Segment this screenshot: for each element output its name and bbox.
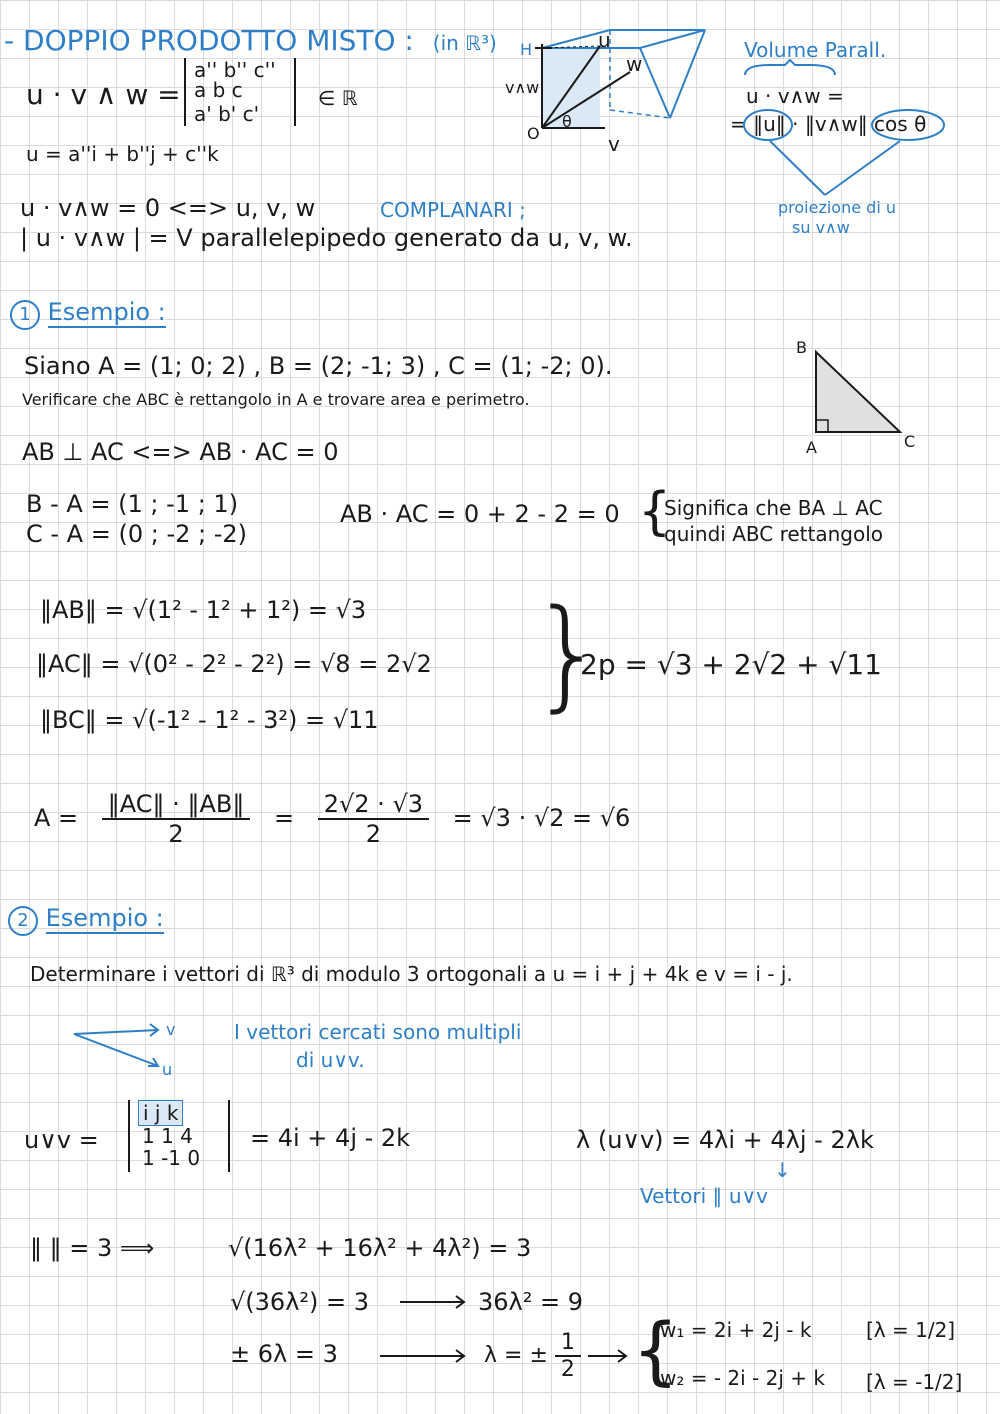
vector-ba: B - A = (1 ; -1 ; 1) — [26, 490, 239, 518]
example2-number: 2 — [8, 906, 38, 936]
diagram-label-theta: θ — [562, 112, 572, 131]
triangle-label-c: C — [904, 432, 916, 451]
perimeter-brace: } — [530, 585, 607, 724]
solution-w1: w₁ = 2i + 2j - k — [660, 1318, 812, 1342]
step-2-arrow — [400, 1296, 470, 1308]
solution-arrow — [588, 1350, 632, 1362]
step-2b: 36λ² = 9 — [478, 1288, 583, 1316]
projection-label-1: proiezione di u — [778, 198, 896, 217]
parallel-note: Vettori ∥ u∨v — [640, 1184, 768, 1208]
det-row-3: a' b' c' — [194, 102, 260, 126]
example1-statement-2: Verificare che ABC è rettangolo in A e trovare area e perimetro. — [22, 390, 530, 409]
meaning-line-1: Significa che BA ⊥ AC — [664, 496, 883, 520]
example2-heading — [8, 904, 164, 936]
example1-number: 1 — [10, 300, 40, 330]
diagram-label-h: H — [520, 40, 533, 59]
cross-det-row-3: 1 -1 0 — [142, 1146, 201, 1170]
area-formula: A = $\frac{‖AC‖ \cdot ‖AB‖}{2}$ = $\frac{2√2 \cdot √3}{2}$ = √3 · √2 = √6 — [34, 790, 631, 848]
norm-condition: ‖ ‖ = 3 ⟹ — [30, 1234, 155, 1262]
right-triangle — [800, 340, 920, 440]
diagram-label-u: u — [598, 28, 611, 52]
cross-det-row-1: i j k — [138, 1100, 183, 1126]
area-fraction-2: $\frac{2√2 \cdot √3}{2}$ — [318, 790, 429, 848]
arrow-label-v: v — [166, 1020, 176, 1039]
meaning-line-2: quindi ABC rettangolo — [664, 522, 884, 546]
norm-sqrt: √(16λ² + 16λ² + 4λ²) = 3 — [228, 1234, 532, 1262]
solution-brace: { — [632, 1308, 680, 1394]
u-definition: u = a''i + b''j + c''k — [26, 142, 219, 166]
cross-det-row-2: 1 1 4 — [142, 1124, 193, 1148]
perpendicular-condition: AB ⊥ AC <=> AB · AC = 0 — [22, 438, 339, 466]
lambda-multiple: λ (u∨v) = 4λi + 4λj - 2λk — [576, 1126, 874, 1154]
volume-note-line2: = ‖u‖ · ‖v∧w‖ cos θ — [730, 112, 927, 136]
diagram-label-v: v — [608, 132, 620, 156]
diagram-label-o: O — [527, 124, 540, 143]
diagram-label-w: w — [626, 52, 643, 76]
determinant — [184, 58, 296, 126]
volume-note-line1: u · v∧w = — [746, 84, 844, 108]
norm-ab: ‖AB‖ = √(1² - 1² + 1²) = √3 — [40, 596, 367, 624]
example1-statement-1: Siano A = (1; 0; 2) , B = (2; -1; 3) , C = (1; -2; 0). — [24, 352, 613, 380]
norm-ac: ‖AC‖ = √(0² - 2² - 2²) = √8 = 2√2 — [36, 650, 432, 678]
det-in-r: ∈ ℝ — [318, 86, 358, 110]
solution-w2-lambda: [λ = -1/2] — [866, 1370, 963, 1394]
example2-title: Esempio : — [45, 904, 164, 932]
step-3-arrow — [380, 1350, 470, 1362]
vector-ca: C - A = (0 ; -2 ; -2) — [26, 520, 248, 548]
step-3: ± 6λ = 3 — [230, 1340, 338, 1368]
triple-product-lhs: u · v ∧ w = — [26, 78, 181, 111]
example1-heading — [10, 298, 166, 330]
cross-determinant — [128, 1100, 230, 1172]
example2-statement: Determinare i vettori di ℝ³ di modulo 3 ortogonali a u = i + j + 4k e v = i - j. — [30, 962, 793, 986]
det-row-2: a b c — [194, 78, 243, 102]
volume-note-brace — [740, 60, 840, 80]
diagram-label-vw: v∧w — [505, 78, 540, 97]
lambda-fraction: $\frac{1}{2}$ — [555, 1330, 581, 1382]
multiples-note-2: di u∨v. — [296, 1048, 365, 1072]
solution-w1-lambda: [λ = 1/2] — [866, 1318, 956, 1342]
uv-arrows — [70, 1020, 173, 1080]
section-title: - DOPPIO PRODOTTO MISTO : (in ℝ³) — [4, 24, 497, 57]
step-2: √(36λ²) = 3 — [230, 1288, 370, 1316]
volume-equation: | u · v∧w | = V parallelepipedo generato da u, v, w. — [20, 224, 633, 252]
projection-label-2: su v∧w — [792, 218, 850, 237]
triangle-label-a: A — [806, 438, 817, 457]
volume-note-title: Volume Parall. — [744, 38, 887, 62]
lambda-solution: λ = ± $\frac{1}{2}$ — [484, 1330, 581, 1382]
arrow-label-u: u — [162, 1060, 173, 1079]
front-right-edge — [640, 48, 670, 118]
triangle-label-b: B — [796, 338, 807, 357]
meaning-brace: { — [638, 482, 672, 542]
multiples-note-1: I vettori cercati sono multipli — [234, 1020, 522, 1044]
example1-title: Esempio : — [47, 298, 166, 326]
dot-product: AB · AC = 0 + 2 - 2 = 0 — [340, 500, 620, 528]
hidden-edge-2 — [610, 110, 670, 118]
area-fraction-1: $\frac{‖AC‖ \cdot ‖AB‖}{2}$ — [102, 790, 251, 848]
cross-product-lhs: u∨v = — [24, 1126, 99, 1154]
perimeter: 2p = √3 + 2√2 + √11 — [580, 648, 882, 681]
lambda-arrow: ↓ — [774, 1158, 791, 1182]
top-face — [542, 30, 705, 48]
cross-product-rhs: = 4i + 4j - 2k — [250, 1124, 411, 1152]
projection-lines — [740, 105, 960, 205]
norm-bc: ‖BC‖ = √(-1² - 1² - 3²) = √11 — [40, 706, 379, 734]
det-row-1: a'' b'' c'' — [194, 58, 276, 82]
solution-w2: w₂ = - 2i - 2j + k — [660, 1366, 825, 1390]
coplanar-word: COMPLANARI ; — [380, 198, 526, 222]
back-right-edge — [670, 30, 705, 118]
coplanar-equation: u · v∧w = 0 <=> u, v, w — [20, 194, 316, 222]
